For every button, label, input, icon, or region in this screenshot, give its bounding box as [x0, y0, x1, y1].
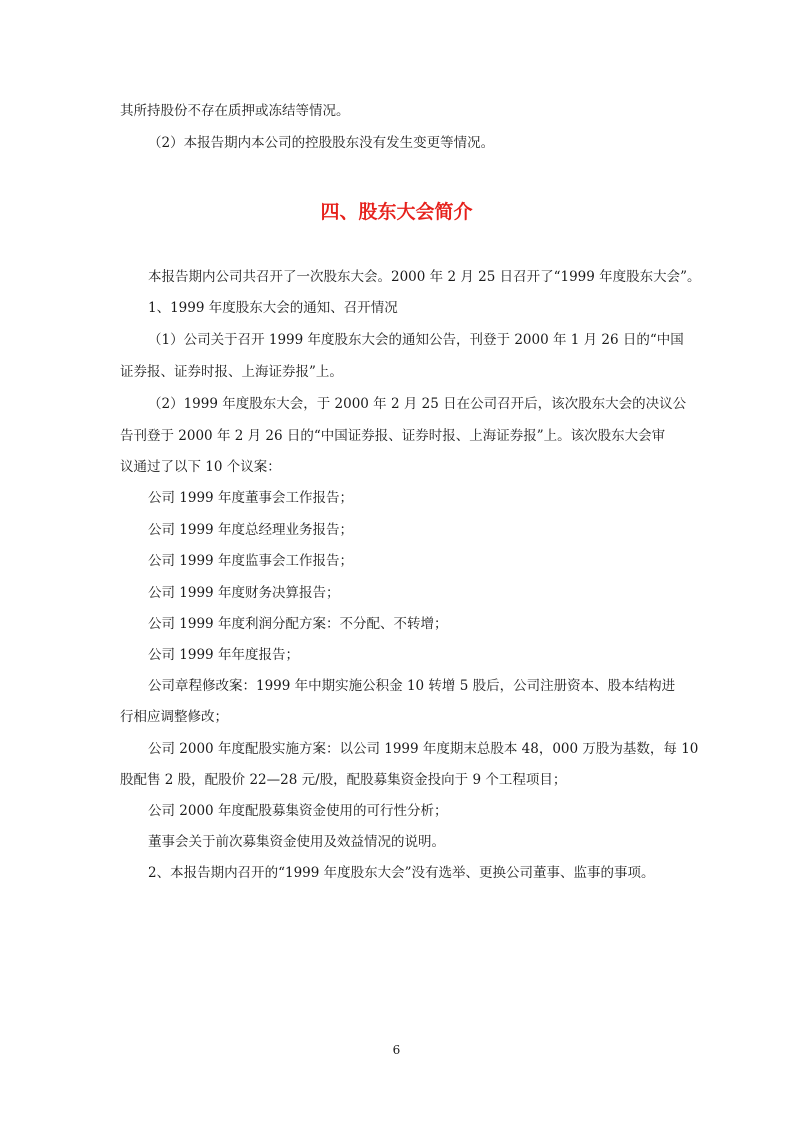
list-item: 公司章程修改案：1999 年中期实施公积金 10 转增 5 股后，公司注册资本、股本结构进	[148, 678, 676, 694]
paragraph-line: 证券报、证券时报、上海证券报”上。	[120, 364, 343, 380]
paragraph-line: （2）本报告期内本公司的控股股东没有发生变更等情况。	[148, 135, 495, 151]
paragraph-line: 2、本报告期内召开的“1999 年度股东大会”没有选举、更换公司董事、监事的事项。	[148, 865, 655, 881]
list-item: 公司 2000 年度配股募集资金使用的可行性分析；	[148, 803, 448, 819]
list-item: 公司 1999 年度董事会工作报告；	[148, 490, 353, 506]
list-item-continuation: 行相应调整修改；	[120, 709, 228, 725]
list-item: 公司 2000 年度配股实施方案：以公司 1999 年度期末总股本 48，000 万股为基数，每 10	[148, 741, 699, 757]
list-item: 董事会关于前次募集资金使用及效益情况的说明。	[148, 834, 445, 850]
page-number: 6	[392, 1043, 401, 1057]
list-item: 公司 1999 年度利润分配方案：不分配、不转增；	[148, 616, 448, 632]
paragraph-line: （2）1999 年度股东大会，于 2000 年 2 月 25 日在公司召开后，该次股东大会的决议公	[148, 396, 687, 412]
list-item: 公司 1999 年度总经理业务报告；	[148, 522, 353, 538]
list-item: 公司 1999 年度财务决算报告；	[148, 585, 340, 601]
paragraph-line: 告刊登于 2000 年 2 月 26 日的“中国证券报、证券时报、上海证券报”上。该次股东大会审	[120, 428, 666, 444]
list-item: 公司 1999 年度监事会工作报告；	[148, 553, 353, 569]
list-item: 公司 1999 年年度报告；	[148, 647, 299, 663]
paragraph-line: 本报告期内公司共召开了一次股东大会。2000 年 2 月 25 日召开了“1999 年度股东大会”。	[148, 269, 701, 285]
paragraph-line: （1）公司关于召开 1999 年度股东大会的通知公告，刊登于 2000 年 1 月 26 日的“中国	[148, 332, 684, 348]
paragraph-line: 议通过了以下 10 个议案：	[120, 459, 281, 475]
paragraph-line: 其所持股份不存在质押或冻结等情况。	[120, 103, 350, 119]
list-item-continuation: 股配售 2 股，配股价 22—28 元/股，配股募集资金投向于 9 个工程项目；	[120, 772, 567, 788]
paragraph-line: 1、1999 年度股东大会的通知、召开情况	[148, 300, 398, 316]
section-title: 四、股东大会简介	[320, 201, 473, 223]
